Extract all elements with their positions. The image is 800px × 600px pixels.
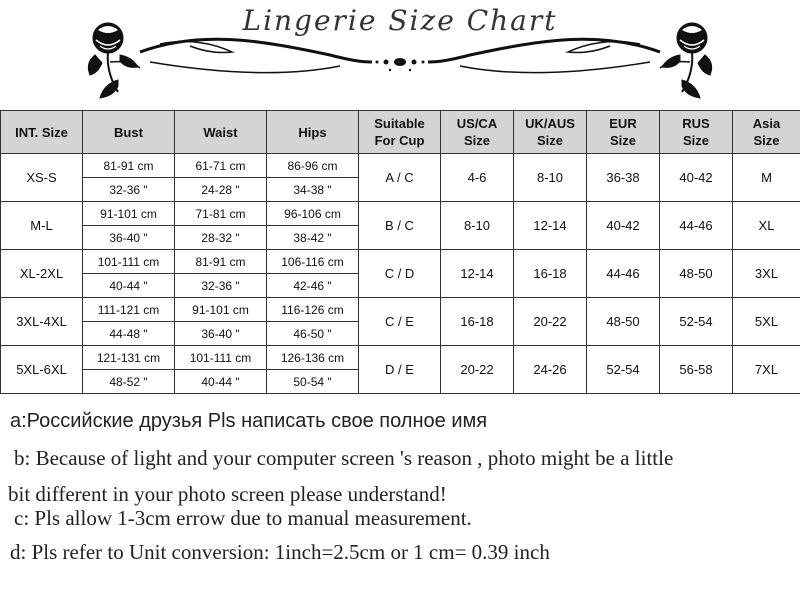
cell-asia: 5XL xyxy=(733,298,800,346)
cell-waist-cm: 101-111 cm xyxy=(175,346,267,370)
column-header-label: RUS xyxy=(682,116,710,131)
cell-hips-in: 38-42 " xyxy=(267,226,359,250)
cell-hips-in: 42-46 " xyxy=(267,274,359,298)
column-header-label: Size xyxy=(682,133,709,148)
cell-us: 4-6 xyxy=(441,154,514,202)
cell-waist-cm: 71-81 cm xyxy=(175,202,267,226)
column-header xyxy=(587,111,660,154)
cell-waist-in: 32-36 " xyxy=(175,274,267,298)
cell-asia: 7XL xyxy=(733,346,800,394)
cell-waist-in: 28-32 " xyxy=(175,226,267,250)
cell-cup: C / D xyxy=(359,250,441,298)
cell-us: 16-18 xyxy=(441,298,514,346)
cell-rus: 44-46 xyxy=(660,202,733,250)
cell-uk: 12-14 xyxy=(514,202,587,250)
cell-cup: B / C xyxy=(359,202,441,250)
cell-hips-in: 46-50 " xyxy=(267,322,359,346)
column-header-label: US/CA xyxy=(456,116,498,131)
cell-eur: 40-42 xyxy=(587,202,660,250)
cell-cup: A / C xyxy=(359,154,441,202)
cell-int: XL-2XL xyxy=(1,250,83,298)
cell-bust-in: 32-36 " xyxy=(83,178,175,202)
cell-bust-cm: 101-111 cm xyxy=(83,250,175,274)
column-header xyxy=(660,111,733,154)
cell-bust-in: 36-40 " xyxy=(83,226,175,250)
column-header-label: Size xyxy=(609,133,636,148)
cell-uk: 20-22 xyxy=(514,298,587,346)
column-header-label: UK/AUS xyxy=(525,116,575,131)
column-header-label: Hips xyxy=(298,124,327,140)
cell-hips-cm: 86-96 cm xyxy=(267,154,359,178)
size-table xyxy=(0,110,800,394)
flourish-divider xyxy=(140,39,660,72)
cell-us: 12-14 xyxy=(441,250,514,298)
column-header-label: INT. Size xyxy=(15,124,68,140)
cell-waist-cm: 91-101 cm xyxy=(175,298,267,322)
note-a: a:Российские друзья Pls написать свое полное имя xyxy=(10,410,488,432)
cell-bust-in: 40-44 " xyxy=(83,274,175,298)
column-header-label: Size xyxy=(463,133,490,148)
cell-asia: M xyxy=(733,154,800,202)
note-b-line1: b: Because of light and your computer screen 's reason , photo might be a little xyxy=(14,446,674,470)
cell-rus: 56-58 xyxy=(660,346,733,394)
cell-bust-cm: 81-91 cm xyxy=(83,154,175,178)
cell-bust-cm: 91-101 cm xyxy=(83,202,175,226)
cell-waist-in: 24-28 " xyxy=(175,178,267,202)
column-header-label: EUR xyxy=(609,116,637,131)
cell-waist-in: 40-44 " xyxy=(175,370,267,394)
page-title: Lingerie Size Chart xyxy=(242,4,558,37)
cell-us: 8-10 xyxy=(441,202,514,250)
cell-waist-cm: 81-91 cm xyxy=(175,250,267,274)
cell-rus: 40-42 xyxy=(660,154,733,202)
note-b-line2: bit different in your photo screen please understand! xyxy=(8,482,447,506)
cell-bust-cm: 111-121 cm xyxy=(83,298,175,322)
cell-cup: C / E xyxy=(359,298,441,346)
table-row xyxy=(1,154,800,178)
cell-int: 3XL-4XL xyxy=(1,298,83,346)
cell-hips-cm: 116-126 cm xyxy=(267,298,359,322)
cell-hips-cm: 126-136 cm xyxy=(267,346,359,370)
column-header xyxy=(175,111,267,154)
cell-bust-in: 48-52 " xyxy=(83,370,175,394)
table-header-row xyxy=(1,111,800,154)
cell-hips-cm: 96-106 cm xyxy=(267,202,359,226)
column-header-label: Waist xyxy=(203,124,238,140)
note-c: c: Pls allow 1-3cm errow due to manual measurement. xyxy=(14,506,472,530)
cell-hips-in: 34-38 " xyxy=(267,178,359,202)
cell-uk: 8-10 xyxy=(514,154,587,202)
column-header-label: For Cup xyxy=(374,133,425,148)
cell-eur: 52-54 xyxy=(587,346,660,394)
cell-asia: XL xyxy=(733,202,800,250)
column-header-label: Size xyxy=(753,133,780,148)
center-dots xyxy=(376,58,425,71)
cell-hips-cm: 106-116 cm xyxy=(267,250,359,274)
note-d: d: Pls refer to Unit conversion: 1inch=2.5cm or 1 cm= 0.39 inch xyxy=(10,540,550,564)
cell-int: 5XL-6XL xyxy=(1,346,83,394)
header xyxy=(0,0,800,105)
cell-cup: D / E xyxy=(359,346,441,394)
cell-eur: 48-50 xyxy=(587,298,660,346)
table-row xyxy=(1,346,800,370)
cell-int: XS-S xyxy=(1,154,83,202)
column-header xyxy=(1,111,83,154)
cell-asia: 3XL xyxy=(733,250,800,298)
cell-uk: 16-18 xyxy=(514,250,587,298)
column-header xyxy=(267,111,359,154)
cell-eur: 36-38 xyxy=(587,154,660,202)
column-header xyxy=(733,111,800,154)
column-header-label: Suitable xyxy=(374,116,425,131)
column-header xyxy=(359,111,441,154)
column-header xyxy=(83,111,175,154)
cell-waist-in: 36-40 " xyxy=(175,322,267,346)
column-header-label: Size xyxy=(536,133,563,148)
column-header-label: Asia xyxy=(752,116,781,131)
cell-bust-in: 44-48 " xyxy=(83,322,175,346)
table-row xyxy=(1,202,800,226)
cell-bust-cm: 121-131 cm xyxy=(83,346,175,370)
cell-rus: 48-50 xyxy=(660,250,733,298)
table-row xyxy=(1,298,800,322)
column-header xyxy=(514,111,587,154)
cell-uk: 24-26 xyxy=(514,346,587,394)
cell-us: 20-22 xyxy=(441,346,514,394)
column-header-label: Bust xyxy=(114,124,143,140)
cell-waist-cm: 61-71 cm xyxy=(175,154,267,178)
cell-eur: 44-46 xyxy=(587,250,660,298)
cell-hips-in: 50-54 " xyxy=(267,370,359,394)
column-header xyxy=(441,111,514,154)
cell-rus: 52-54 xyxy=(660,298,733,346)
cell-int: M-L xyxy=(1,202,83,250)
table-row xyxy=(1,250,800,274)
